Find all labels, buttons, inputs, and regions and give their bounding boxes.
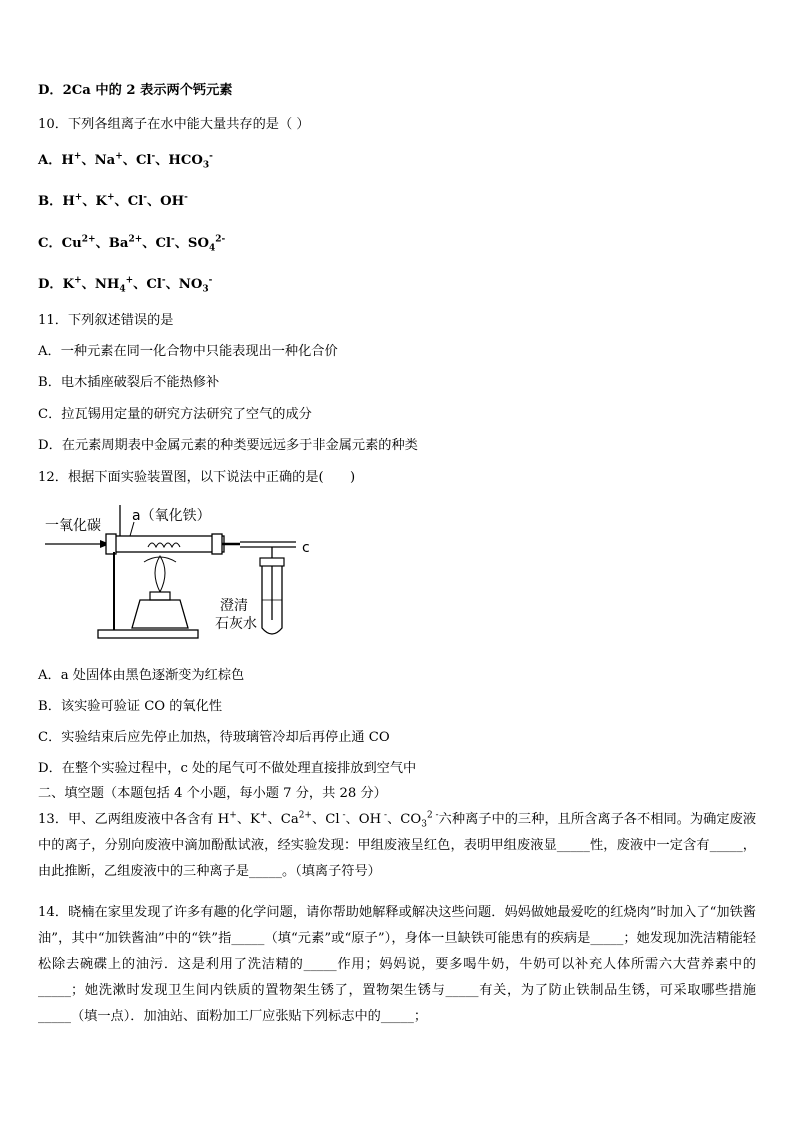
sup: 2+: [81, 234, 96, 245]
text: 、Cl: [311, 812, 340, 827]
q11-option-d: D．在元素周期表中金属元素的种类要远远多于非金属元素的种类: [38, 438, 418, 453]
alcohol-lamp: [132, 600, 188, 628]
q11-stem: 11．下列叙述错误的是: [38, 313, 174, 328]
text: C．Cu: [38, 236, 82, 251]
q11-option-a: A．一种元素在同一化合物中只能表现出一种化合价: [38, 344, 338, 359]
text: 六种离子中的三种，且所含离子各不相同。为确定废液中的离子，分别向废液中滴加酚酞试液，经实验发现：甲组废液呈红色，表明甲组废液显_____性，废液中一定含有_____，由此推断，乙组废液中的三种离子是_____。（填离子符号）: [38, 812, 757, 879]
sup: +: [107, 192, 115, 203]
a-label: a（氧化铁）: [132, 508, 211, 524]
q10-option-d: [38, 276, 756, 294]
sup: -: [143, 192, 147, 203]
q10-stem: 10．下列各组离子在水中能大量共存的是（ ）: [38, 117, 310, 132]
text: 、Ba: [95, 236, 129, 251]
flame: [155, 556, 165, 592]
text: 13．甲、乙两组废液中各含有 H: [38, 812, 230, 827]
glass-tube: [112, 536, 224, 552]
q13-text: [38, 807, 756, 885]
sup: +: [74, 275, 82, 286]
sup: +: [125, 275, 134, 286]
text: 、Ca: [267, 812, 299, 827]
q11-option-c: C．拉瓦锡用定量的研究方法研究了空气的成分: [38, 407, 312, 422]
section-heading: 二、填空题（本题包括 4 个小题，每小题 7 分，共 28 分）: [38, 786, 387, 801]
sub: 3: [202, 160, 210, 171]
text: 、K: [236, 812, 260, 827]
co-label: 一氧化碳: [45, 518, 101, 534]
sup: +: [73, 151, 82, 162]
sup: 2+: [298, 810, 312, 821]
q14-text: 14．晓楠在家里发现了许多有趣的化学问题，请你帮助她解释或解决这些问题．妈妈做她最爱吃的红烧肉”时加入了“加铁酱油”，其中“加铁酱油”中的“铁”指_____（填“元素”或“原子”），身体一旦缺铁可能患有的疾病是_____；她发现加洗洁精能轻松除去碗碟上的油污．这是利用了洗洁精的_____作用；妈妈说，要多喝牛奶，牛奶可以补充人体所需六大营养素中的_____；她洗漱时发现卫生间内铁质的置物架生锈了，置物架生锈与_____有关，为了防止铁制品生锈，可采取哪些措施_____（填一点）．加油站、面粉加工厂应张贴下列标志中的_____；: [38, 905, 756, 1024]
text: D．K: [38, 277, 75, 292]
left-stopper: [106, 534, 116, 554]
q10-option-c: [38, 235, 756, 253]
sup: -: [184, 192, 188, 203]
q9-option-d: D．2Ca 中的 2 表示两个钙元素: [38, 83, 233, 98]
text: 、HCO: [155, 153, 203, 168]
sub: 3: [421, 819, 427, 830]
q10-option-b: [38, 193, 756, 211]
sup: -: [381, 810, 388, 821]
sup: +: [229, 810, 237, 821]
limewater-label-2: 石灰水: [215, 616, 257, 632]
text: 、Cl: [122, 153, 152, 168]
q12-option-c: C．实验结束后应先停止加热，待玻璃管冷却后再停止通 CO: [38, 730, 390, 745]
text: 、OH: [345, 812, 382, 827]
a-pointer: [130, 522, 134, 536]
sup: -: [339, 810, 346, 821]
sup: -: [208, 275, 213, 286]
text: 、Cl: [133, 277, 162, 292]
text: 、K: [82, 194, 107, 209]
text: 、NO: [165, 277, 203, 292]
sub: 4: [208, 243, 216, 254]
q11-option-b: B．电木插座破裂后不能热修补: [38, 375, 220, 390]
q12-option-d: D．在整个实验过程中，c 处的尾气可不做处理直接排放到空气中: [38, 761, 417, 776]
q12-option-a: A．a 处固体由黑色逐渐变为红棕色: [38, 668, 245, 683]
sup: +: [259, 810, 268, 821]
co-reduction-apparatus-diagram: [40, 500, 340, 650]
right-stopper: [212, 534, 222, 554]
lamp-neck: [150, 592, 170, 600]
sub: 4: [119, 284, 126, 295]
q12-stem: 12．根据下面实验装置图，以下说法中正确的是( ): [38, 470, 356, 485]
sup: 2 -: [426, 810, 439, 821]
text: 、Na: [81, 153, 116, 168]
sup: +: [74, 192, 83, 203]
sup: 2+: [128, 234, 143, 245]
sup: +: [115, 151, 123, 162]
q10-option-a: [38, 152, 756, 170]
sup: -: [151, 151, 156, 162]
text: A．H: [38, 153, 74, 168]
sup: -: [171, 234, 175, 245]
text: B．H: [38, 194, 75, 209]
flame-shield: [144, 557, 176, 562]
text: 、NH: [81, 277, 120, 292]
c-label: c: [302, 540, 310, 556]
q12-option-b: B．该实验可验证 CO 的氧化性: [38, 699, 223, 714]
text: 、OH: [147, 194, 185, 209]
test-tube-stopper: [260, 558, 284, 566]
text: 、SO: [174, 236, 209, 251]
text: 、Cl: [114, 194, 144, 209]
sup: -: [209, 151, 213, 162]
text: 、CO: [387, 812, 422, 827]
text: 、Cl: [142, 236, 171, 251]
sup: 2-: [215, 234, 226, 245]
sub: 3: [202, 284, 209, 295]
sup: -: [161, 275, 166, 286]
stand-base: [98, 630, 198, 638]
limewater-label-1: 澄清: [220, 598, 248, 614]
iron-oxide-powder: [148, 543, 180, 547]
